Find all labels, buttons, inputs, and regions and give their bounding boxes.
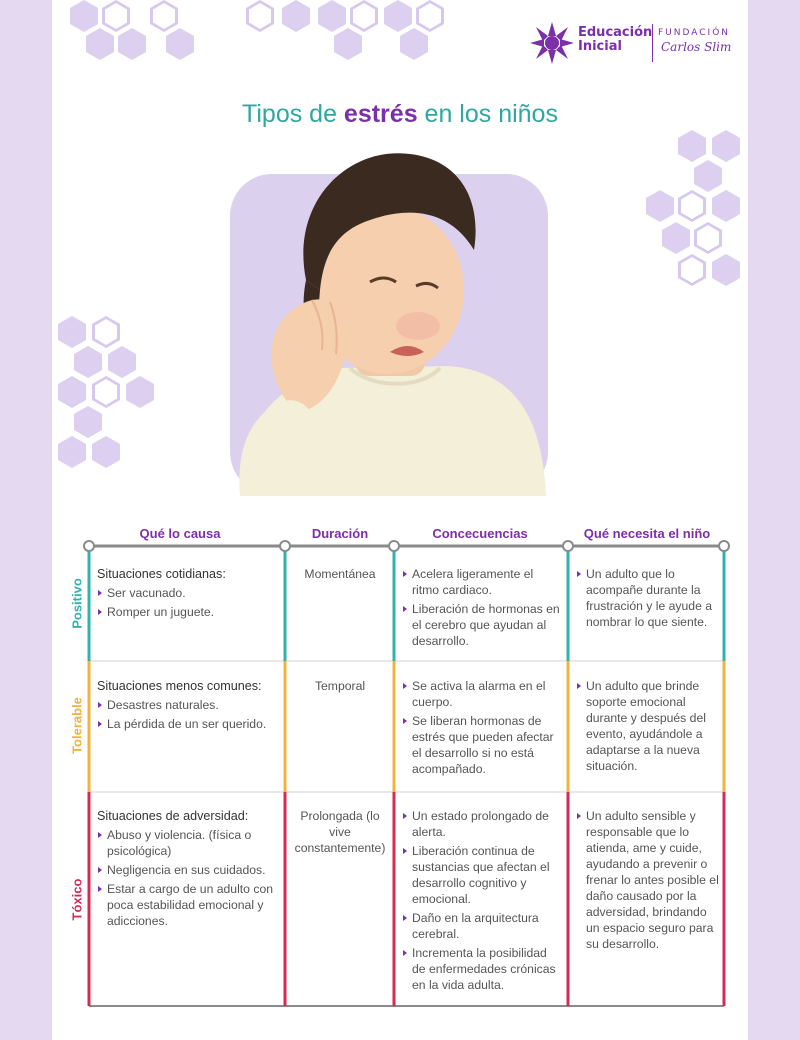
row-label-toxico: Tóxico [69,878,85,921]
cell-tolerable-needs [576,678,720,777]
list-item: Liberación continua de sustancias que afectan el desarrollo cognitivo y emocional. [402,843,562,907]
foundation-label: FUNDACIÓN [658,28,731,38]
cell-toxico-duration: Prolongada (lo vive constantemente) [294,809,386,855]
foundation-name: Carlos Slim [661,40,732,54]
cell-positivo-cause [97,566,283,623]
row-label-positivo: Positivo [69,578,85,629]
column-header-consequences: Concecuencias [432,526,528,541]
row-label-tolerable: Tolerable [69,697,85,754]
list-item: Un adulto que lo acompañe durante la frustración y le ayude a nombrar lo que siente. [576,566,720,630]
page-title: Tipos de estrés en los niños [242,100,558,128]
cause-title: Situaciones menos comunes: [97,679,262,693]
cell-tolerable-cause [97,678,283,735]
list-item: Ser vacunado. [97,585,283,601]
cause-title: Situaciones de adversidad: [97,809,249,823]
list-item: Un adulto que brinde soporte emocional durante y después del evento, ayudándole a adaptarse a la nueva situación. [576,678,720,774]
column-header-duration: Duración [311,526,369,541]
cause-title: Situaciones cotidianas: [97,567,226,581]
list-item: La pérdida de un ser querido. [97,716,283,732]
cell-positivo-duration: Momentánea [304,567,376,581]
list-item: Un estado prolongado de alerta. [402,808,562,840]
list-item: Romper un juguete. [97,604,283,620]
list-item: Abuso y violencia. (física o psicológica) [97,827,283,859]
list-item: Desastres naturales. [97,697,283,713]
list-item: Negligencia en sus cuidados. [97,862,283,878]
list-item: Se activa la alarma en el cuerpo. [402,678,562,710]
list-item: Incrementa la posibilidad de enfermedades crónicas en la vida adulta. [402,945,562,993]
column-header-cause: Qué lo causa [139,526,221,541]
list-item: Estar a cargo de un adulto con poca estabilidad emocional y adicciones. [97,881,283,929]
list-item: Un adulto sensible y responsable que lo atienda, ame y cuide, ayudando a prevenir o frenar lo antes posible el daño causado por la adversidad, brindando un espacio seguro para su desarrollo. [576,808,720,952]
cell-toxico-consequences [402,808,562,996]
logo-text: Educación Inicial [578,25,653,54]
cell-toxico-cause [97,808,283,932]
list-item: Daño en la arquitectura cerebral. [402,910,562,942]
column-header-needs: Qué necesita el niño [583,526,711,541]
list-item: Acelera ligeramente el ritmo cardiaco. [402,566,562,598]
cell-positivo-consequences [402,566,562,652]
cell-toxico-needs [576,808,720,955]
list-item: Liberación de hormonas en el cerebro que ayudan al desarrollo. [402,601,562,649]
cell-tolerable-duration: Temporal [314,679,366,693]
list-item: Se liberan hormonas de estrés que pueden afectar el desarrollo si no está acompañado. [402,713,562,777]
cell-tolerable-consequences [402,678,562,780]
cell-positivo-needs [576,566,720,633]
